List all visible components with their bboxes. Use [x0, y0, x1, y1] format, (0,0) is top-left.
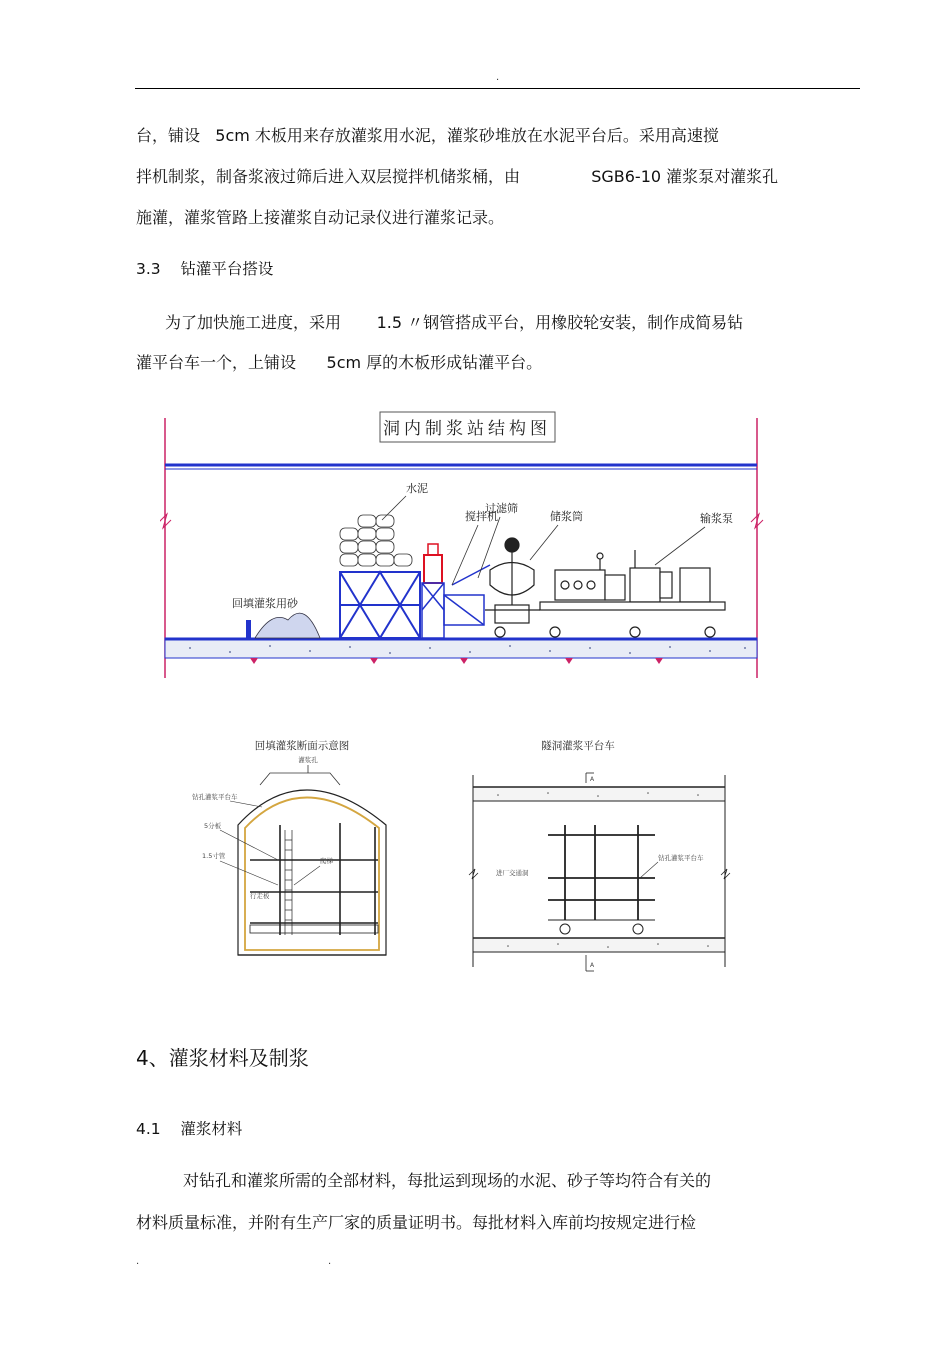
right-label-section-bottom: A: [590, 962, 595, 969]
paragraph-line: 施灌，灌浆管路上接灌浆自动记录仪进行灌浆记录。: [136, 208, 505, 227]
paragraph-line: 拌机制浆，制备浆液过筛后进入双层搅拌机储浆桶，由 SGB6-10 灌浆泵对灌浆孔: [136, 167, 779, 186]
paragraph-line: 灌平台车一个，上铺设 5cm 厚的木板形成钻灌平台。: [136, 353, 543, 372]
header-rule: [135, 88, 860, 89]
section-heading-4-1: 4.1 灌浆材料: [136, 1120, 243, 1138]
left-figure-title: 回填灌浆断面示意图: [254, 740, 350, 752]
footer-mark: .: [328, 1256, 332, 1267]
grout-station-diagram: [160, 410, 770, 685]
right-label-platform: 钻孔灌浆平台车: [658, 854, 704, 862]
tunnel-grouting-platform-diagram: [468, 735, 733, 975]
paragraph-line: 为了加快施工进度，采用 1.5 〃钢管搭成平台，用橡胶轮安装，制作成简易钻: [165, 313, 744, 332]
paragraph-line: 对钻孔和灌浆所需的全部材料，每批运到现场的水泥、砂子等均符合有关的: [183, 1171, 712, 1190]
label-filter: 过滤筛: [485, 502, 518, 515]
right-figure-title: 隧洞灌浆平台车: [541, 740, 615, 752]
label-sand: 回填灌浆用砂: [232, 597, 298, 610]
left-label-platform: 钻孔灌浆平台车: [192, 793, 238, 801]
section-heading-3-3: 3.3 钻灌平台搭设: [136, 260, 274, 278]
label-storage: 储浆筒: [550, 510, 583, 523]
section-heading-4: 4、灌浆材料及制浆: [136, 1046, 309, 1070]
header-mark: .: [496, 72, 500, 83]
paragraph-line: 台，铺设 5cm 木板用来存放灌浆用水泥，灌浆砂堆放在水泥平台后。采用高速搅: [136, 126, 719, 145]
paragraph-line: 材料质量标准，并附有生产厂家的质量证明书。每批材料入库前均按规定进行检: [136, 1213, 697, 1232]
backfill-grouting-section-diagram: [190, 735, 415, 960]
right-label-section-top: A: [590, 776, 595, 783]
left-label-pipe: 1.5寸管: [202, 852, 226, 860]
left-label-walkway: 行走板: [250, 892, 270, 900]
left-label-pipe-top: 灌浆孔: [298, 756, 318, 764]
left-label-ladder: 爬梯: [320, 857, 333, 865]
diagram-title: 洞内制浆站结构图: [383, 419, 551, 439]
footer-mark: .: [136, 1256, 140, 1267]
right-label-tunnel: 进厂交通洞: [496, 869, 529, 877]
left-label-plank: 5分板: [204, 822, 222, 830]
label-mixer: 搅拌机: [465, 510, 498, 523]
label-pump: 输浆泵: [700, 512, 733, 525]
label-cement: 水泥: [406, 482, 428, 495]
